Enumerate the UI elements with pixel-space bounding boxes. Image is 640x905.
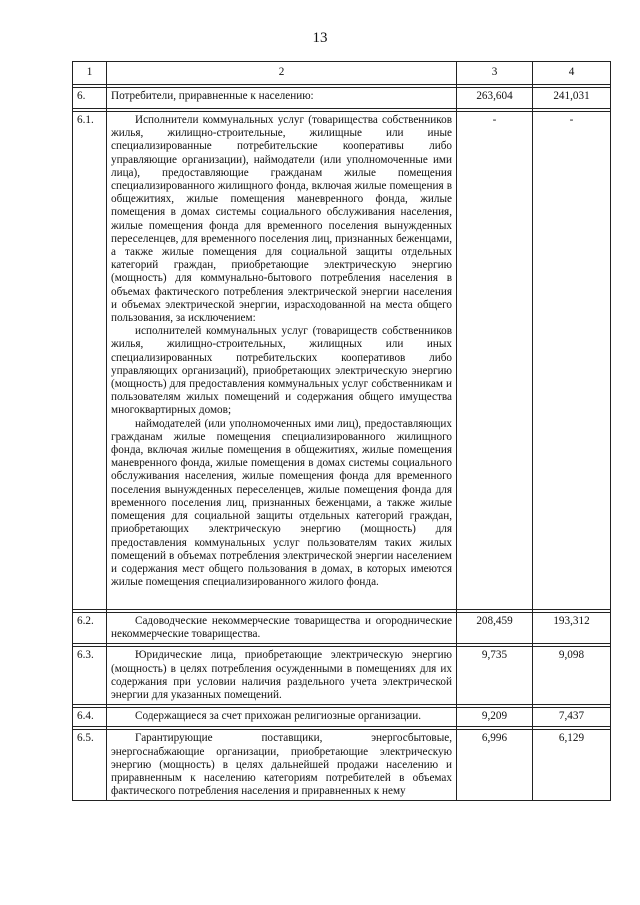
table-row	[73, 88, 611, 109]
row-paragraph: Садоводческие некоммерческие товарищества и огороднические некоммерческие товарищества.	[111, 615, 452, 641]
row-text: Потребители, приравненные к населению:	[111, 90, 314, 102]
row-paragraph: Гарантирующие поставщики, энергосбытовые, энергоснабжающие организации, приобретающие электрическую энергию (мощность) в целях дальнейшей продажи населению и приравненным к населению категориям потребителей в объемах фактического потребления населения и приравненных к нему	[111, 732, 452, 798]
row-description	[107, 647, 457, 705]
row-value-col4: 9,098	[533, 647, 611, 705]
row-value-col4: 7,437	[533, 708, 611, 727]
row-paragraph: Юридические лица, приобретающие электрическую энергию (мощность) в целях потребления осужденными в помещениях для их содержания при условии наличия раздельного учета электрической энергии для указанных помещений.	[111, 649, 452, 702]
row-value-col3: 208,459	[457, 613, 533, 644]
tariff-table	[72, 61, 611, 801]
row-value-col3: 9,735	[457, 647, 533, 705]
row-paragraph: наймодателей (или уполномоченных ими лиц), предоставляющих гражданам жилые помещения специализированного жилищного фонда, включая жилые помещения в общежитиях, жилые помещения маневренного фонда, жилые помещения в домах системы социального обслуживания населения, жилые помещения фонда для временного поселения вынужденных переселенцев, жилые помещения фонда для временного поселения лиц, признанных беженцами, а также жилые помещения для социальной защиты отдельных категорий граждан, приобретающих электрическую энергию (мощность) для предоставления коммунальных услуг пользователям таких жилых помещений в объемах потребления электрической энергии населением и содержания мест общего пользования в домах, в которых имеются жилые помещения специализированного жилого фонда.	[111, 417, 452, 589]
row-value-col3: 6,996	[457, 730, 533, 801]
row-number: 6.4.	[73, 708, 107, 727]
row-description	[107, 613, 457, 644]
row-value-col4: 241,031	[533, 88, 611, 109]
header-col-2: 2	[107, 62, 457, 85]
table-row	[73, 730, 611, 801]
table-row	[73, 112, 611, 610]
header-col-1: 1	[73, 62, 107, 85]
row-description	[107, 708, 457, 727]
row-number: 6.2.	[73, 613, 107, 644]
row-value-col3: 263,604	[457, 88, 533, 109]
row-number: 6.5.	[73, 730, 107, 801]
row-value-col4: -	[533, 112, 611, 610]
row-value-col3: 9,209	[457, 708, 533, 727]
row-value-col3: -	[457, 112, 533, 610]
row-value-col4: 193,312	[533, 613, 611, 644]
row-paragraph: исполнителей коммунальных услуг (товариществ собственников жилья, жилищно-строительных, жилищных или иных специализированных потребительских кооперативов либо управляющих организаций), приобретающих электрическую энергию (мощность) для предоставления коммунальных услуг собственникам и пользователям жилых помещений и содержания общего имущества многоквартирных домов;	[111, 325, 452, 417]
row-description	[107, 730, 457, 801]
table-header-row	[73, 62, 611, 85]
table-row	[73, 647, 611, 705]
row-value-col4: 6,129	[533, 730, 611, 801]
table-row	[73, 613, 611, 644]
header-col-4: 4	[533, 62, 611, 85]
table-row	[73, 708, 611, 727]
row-number: 6.3.	[73, 647, 107, 705]
row-description	[107, 88, 457, 109]
row-description	[107, 112, 457, 610]
page-number: 13	[312, 30, 328, 46]
row-number: 6.	[73, 88, 107, 109]
row-paragraph: Содержащиеся за счет прихожан религиозные организации.	[135, 710, 422, 723]
header-col-3: 3	[457, 62, 533, 85]
row-paragraph: Исполнители коммунальных услуг (товарищества собственников жилья, жилищно-строительные, жилищные или иные специализированные потребительские кооперативы либо управляющие организации), наймодатели (или уполномоченные ими лица), предоставляющие гражданам жилые помещения специализированного жилищного фонда, включая жилые помещения в общежитиях, жилые помещения маневренного фонда, жилые помещения в домах системы социального обслуживания населения, жилые помещения фонда для временного поселения вынужденных переселенцев, для временного поселения лиц, признанных беженцами, а также жилые помещения для социальной защиты отдельных категорий граждан, приобретающие электрическую энергию (мощность) для коммунально-бытового потребления населения в объемах фактического потребления электрической энергии населения и объемах электрической энергии, израсходованной на места общего пользования, за исключением:	[111, 114, 452, 325]
row-number: 6.1.	[73, 112, 107, 610]
